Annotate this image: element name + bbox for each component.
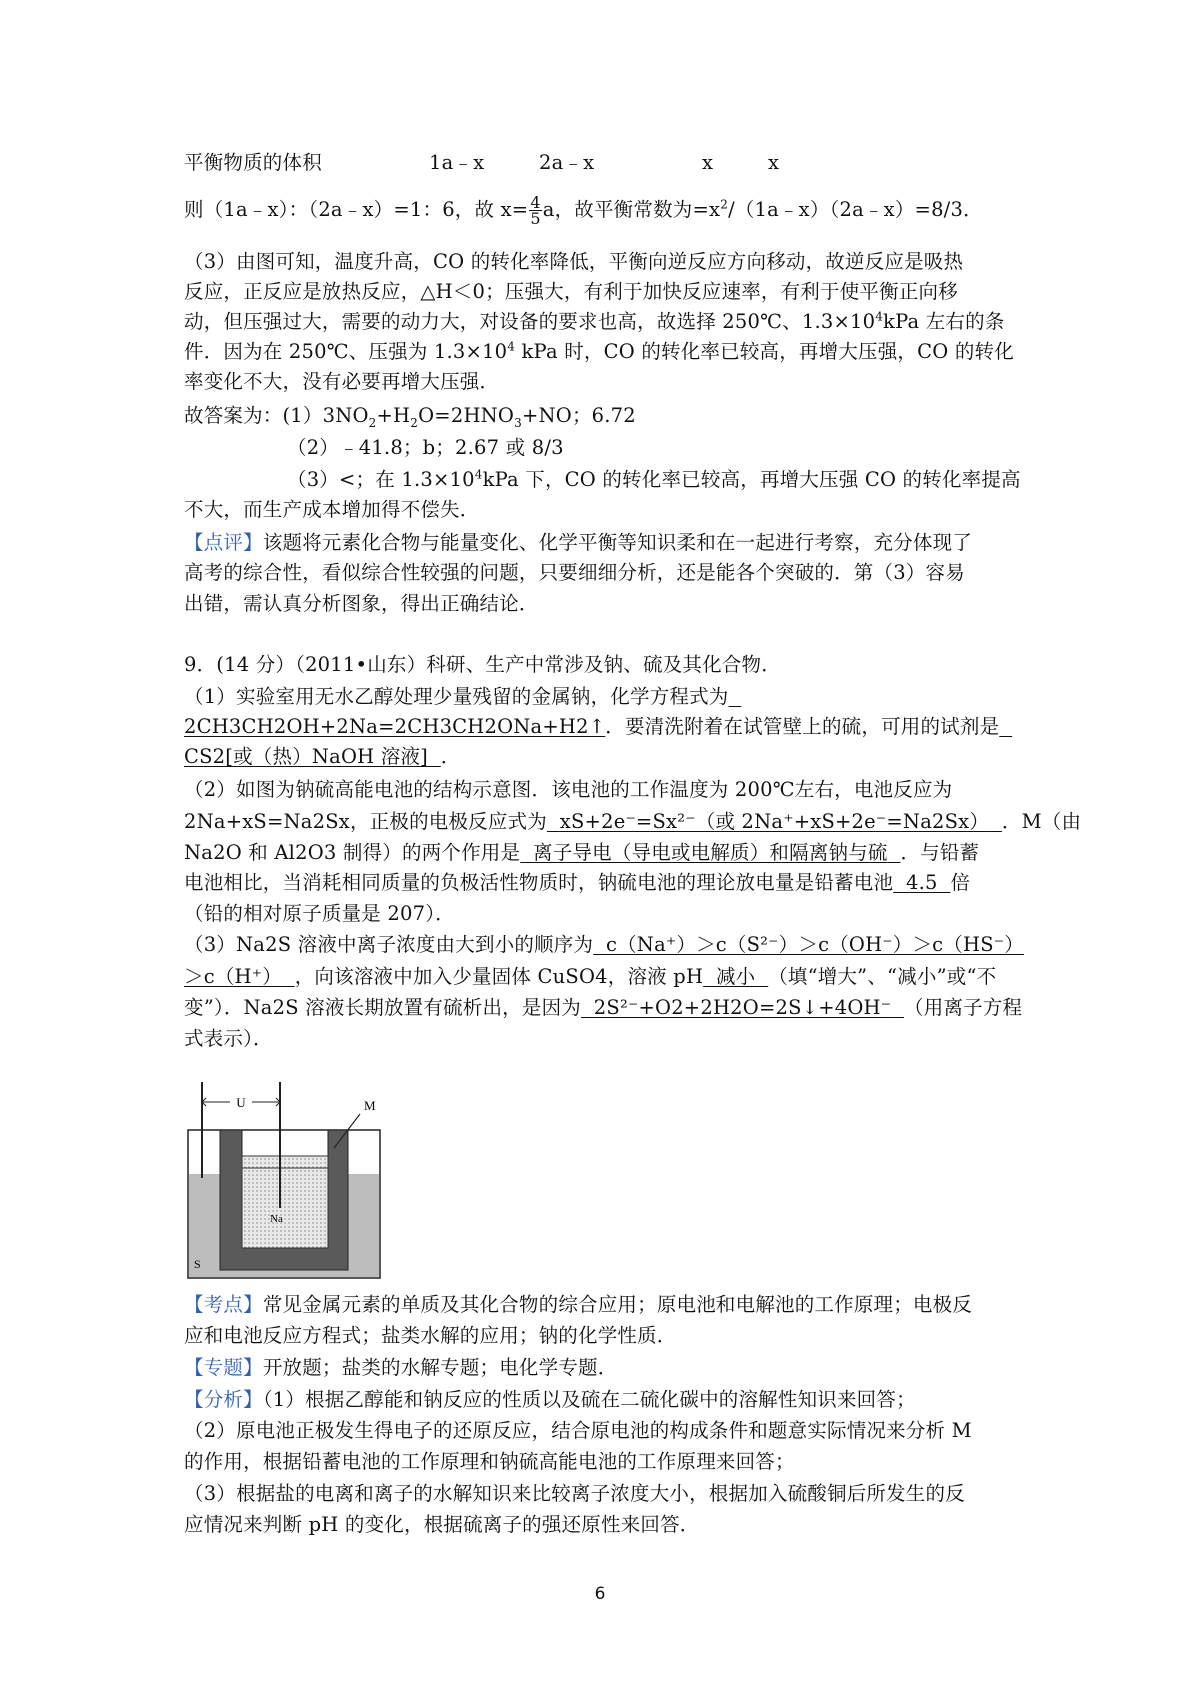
fraction: $\frac{4}{5}$ bbox=[530, 193, 541, 228]
fenxi-line: （3）根据盐的电离和离子的水解知识来比较离子浓度大小，根据加入硫酸铜后所发生的反 bbox=[184, 1482, 965, 1505]
text-line: 反应，正反应是放热反应，△H＜0；压强大，有利于加快反应速率，有利于使平衡正向移 bbox=[184, 280, 958, 303]
question-title: 9．(14 分）（2011•山东）科研、生产中常涉及钠、硫及其化合物． bbox=[184, 653, 781, 676]
text-line: （铅的相对原子质量是 207）． bbox=[184, 902, 455, 925]
answer-blank: CS2[或（热）NaOH 溶液] bbox=[184, 745, 428, 768]
comment-line: 【点评】该题将元素化合物与能量变化、化学平衡等知识柔和在一起进行考察，充分体现了 bbox=[184, 531, 973, 554]
answer-blank: xS+2e⁻=Sx²⁻（或 2Na⁺+xS+2e⁻=Na2Sx） bbox=[559, 810, 990, 833]
text-line: 率变化不大，没有必要再增大压强． bbox=[184, 370, 500, 393]
label-na: Na bbox=[270, 1213, 283, 1225]
text-line: 电池相比，当消耗相同质量的负极活性物质时，钠硫电池的理论放电量是铅蓄电池 4.5 倍 bbox=[184, 871, 971, 894]
fenxi-line: （2）原电池正极发生得电子的还原反应，结合原电池的构成条件和题意实际情况来分析 M bbox=[184, 1419, 972, 1442]
answer-blank: 离子导电（导电或电解质）和隔离钠与硫 bbox=[533, 841, 888, 864]
kaodian-tag: 【考点】 bbox=[184, 1293, 263, 1316]
text-line: 2CH3CH2OH+2Na=2CH3CH2ONa+H2↑．要清洗附着在试管壁上的硫，可用的试剂是 bbox=[184, 715, 1000, 738]
zhuanti-line: 【专题】开放题；盐类的水解专题；电化学专题． bbox=[184, 1356, 618, 1379]
label-u: U bbox=[236, 1095, 246, 1110]
answer-line: 不大，而生产成本增加得不偿失． bbox=[184, 498, 480, 521]
text-line: 动，但压强过大，需要的动力大，对设备的要求也高，故选择 250℃、$1.3\times 10^4kPa$ 左右的条 bbox=[184, 309, 1005, 333]
answer-line: 故答案为：$(1)3NO_2+H_2O=2HNO_3+NO$；6.72 bbox=[184, 404, 636, 430]
sodium-region bbox=[242, 1156, 328, 1248]
balance-row: 平衡物质的体积 1a﹣x 2a﹣x x x bbox=[184, 151, 780, 174]
zhuanti-tag: 【专题】 bbox=[184, 1356, 263, 1379]
answer-blank: 2CH3CH2OH+2Na=2CH3CH2ONa+H2↑ bbox=[184, 715, 606, 738]
kaodian-line: 【考点】常见金属元素的单质及其化合物的综合应用；原电池和电解池的工作原理；电极反 bbox=[184, 1293, 973, 1316]
text-line: （3）Na2S 溶液中离子浓度由大到小的顺序为 c（Na⁺）＞c（S²⁻）＞c（OH⁻）＞c（HS⁻） bbox=[184, 933, 1024, 956]
page-number: 6 bbox=[594, 1584, 606, 1604]
answer-blank: ＞c（H⁺） bbox=[184, 965, 282, 988]
answer-line: （3）<；在 $1.3\times 10^4kPa$ 下，CO 的转化率已较高，再增大压强 CO 的转化率提高 bbox=[287, 467, 1021, 491]
text-line: ＞c（H⁺） ，向该溶液中加入少量固体 CuSO4，溶液 pH 减小 （填“增大”、“减小”或“不 bbox=[184, 965, 997, 988]
comment-line: 高考的综合性，看似综合性较强的问题，只要细细分析，还是能各个突破的．第（3）容易 bbox=[184, 561, 965, 584]
answer-blank: c（Na⁺）＞c（S²⁻）＞c（OH⁻）＞c（HS⁻） bbox=[605, 933, 1024, 956]
text-line: （3）由图可知，温度升高，CO 的转化率降低，平衡向逆反应方向移动，故逆反应是吸热 bbox=[184, 250, 964, 273]
label-m: M bbox=[364, 1098, 376, 1113]
text-line: 件．因为在 250℃、压强为 $1.3\times 10^4$ kPa 时，CO 的转化率已较高，再增大压强，CO 的转化 bbox=[184, 339, 1014, 363]
fenxi-tag: 【分析】 bbox=[184, 1388, 263, 1411]
fenxi-line: 的作用，根据铅蓄电池的工作原理和钠硫高能电池的工作原理来回答； bbox=[184, 1450, 795, 1473]
sodium-sulfur-battery-diagram bbox=[184, 1078, 386, 1282]
answer-blank: 4.5 bbox=[906, 871, 938, 894]
text-line: 式表示）． bbox=[184, 1027, 273, 1050]
equilibrium-constant-line: 则（1a﹣x）：（2a﹣x）=1：6，故 x= $\frac{4}{5}$ a，故平衡常数为$=x^2/(1a﹣x)(2a﹣x)=8/3$． bbox=[184, 193, 983, 228]
fenxi-line: 【分析】（1）根据乙醇能和钠反应的性质以及硫在二硫化碳中的溶解性知识来回答； bbox=[184, 1388, 916, 1411]
comment-tag: 【点评】 bbox=[184, 531, 263, 554]
kaodian-line: 应和电池反应方程式；盐类水解的应用；钠的化学性质． bbox=[184, 1324, 677, 1347]
answer-blank: 减小 bbox=[715, 965, 756, 988]
comment-line: 出错，需认真分析图象，得出正确结论． bbox=[184, 592, 539, 615]
answer-blank: 2S²⁻+O2+2H2O=2S↓+4OH⁻ bbox=[593, 996, 892, 1019]
answer-line: （2）﹣41.8；b；2.67 或 8/3 bbox=[287, 436, 564, 459]
text-line: 2Na+xS=Na2Sx，正极的电极反应式为 xS+2e⁻=Sx²⁻（或 2Na⁺+xS+2e⁻=Na2Sx） ．M（由 bbox=[184, 810, 1082, 833]
text-line: 变”）．Na2S 溶液长期放置有硫析出，是因为 2S²⁻+O2+2H2O=2S↓+4OH⁻ （用离子方程 bbox=[184, 996, 1023, 1019]
text-line: （1）实验室用无水乙醇处理少量残留的金属钠，化学方程式为 bbox=[184, 685, 729, 708]
fenxi-line: 应情况来判断 pH 的变化，根据硫离子的强还原性来回答． bbox=[184, 1513, 700, 1536]
text-line: CS2[或（热）NaOH 溶液] ． bbox=[184, 745, 461, 768]
text-line: （2）如图为钠硫高能电池的结构示意图．该电池的工作温度为 200℃左右，电池反应为 bbox=[184, 778, 953, 801]
label-s: S bbox=[194, 1257, 201, 1271]
text-line: Na2O 和 Al2O3 制得）的两个作用是 离子导电（导电或电解质）和隔离钠与硫 ．与铅蓄 bbox=[184, 841, 980, 864]
